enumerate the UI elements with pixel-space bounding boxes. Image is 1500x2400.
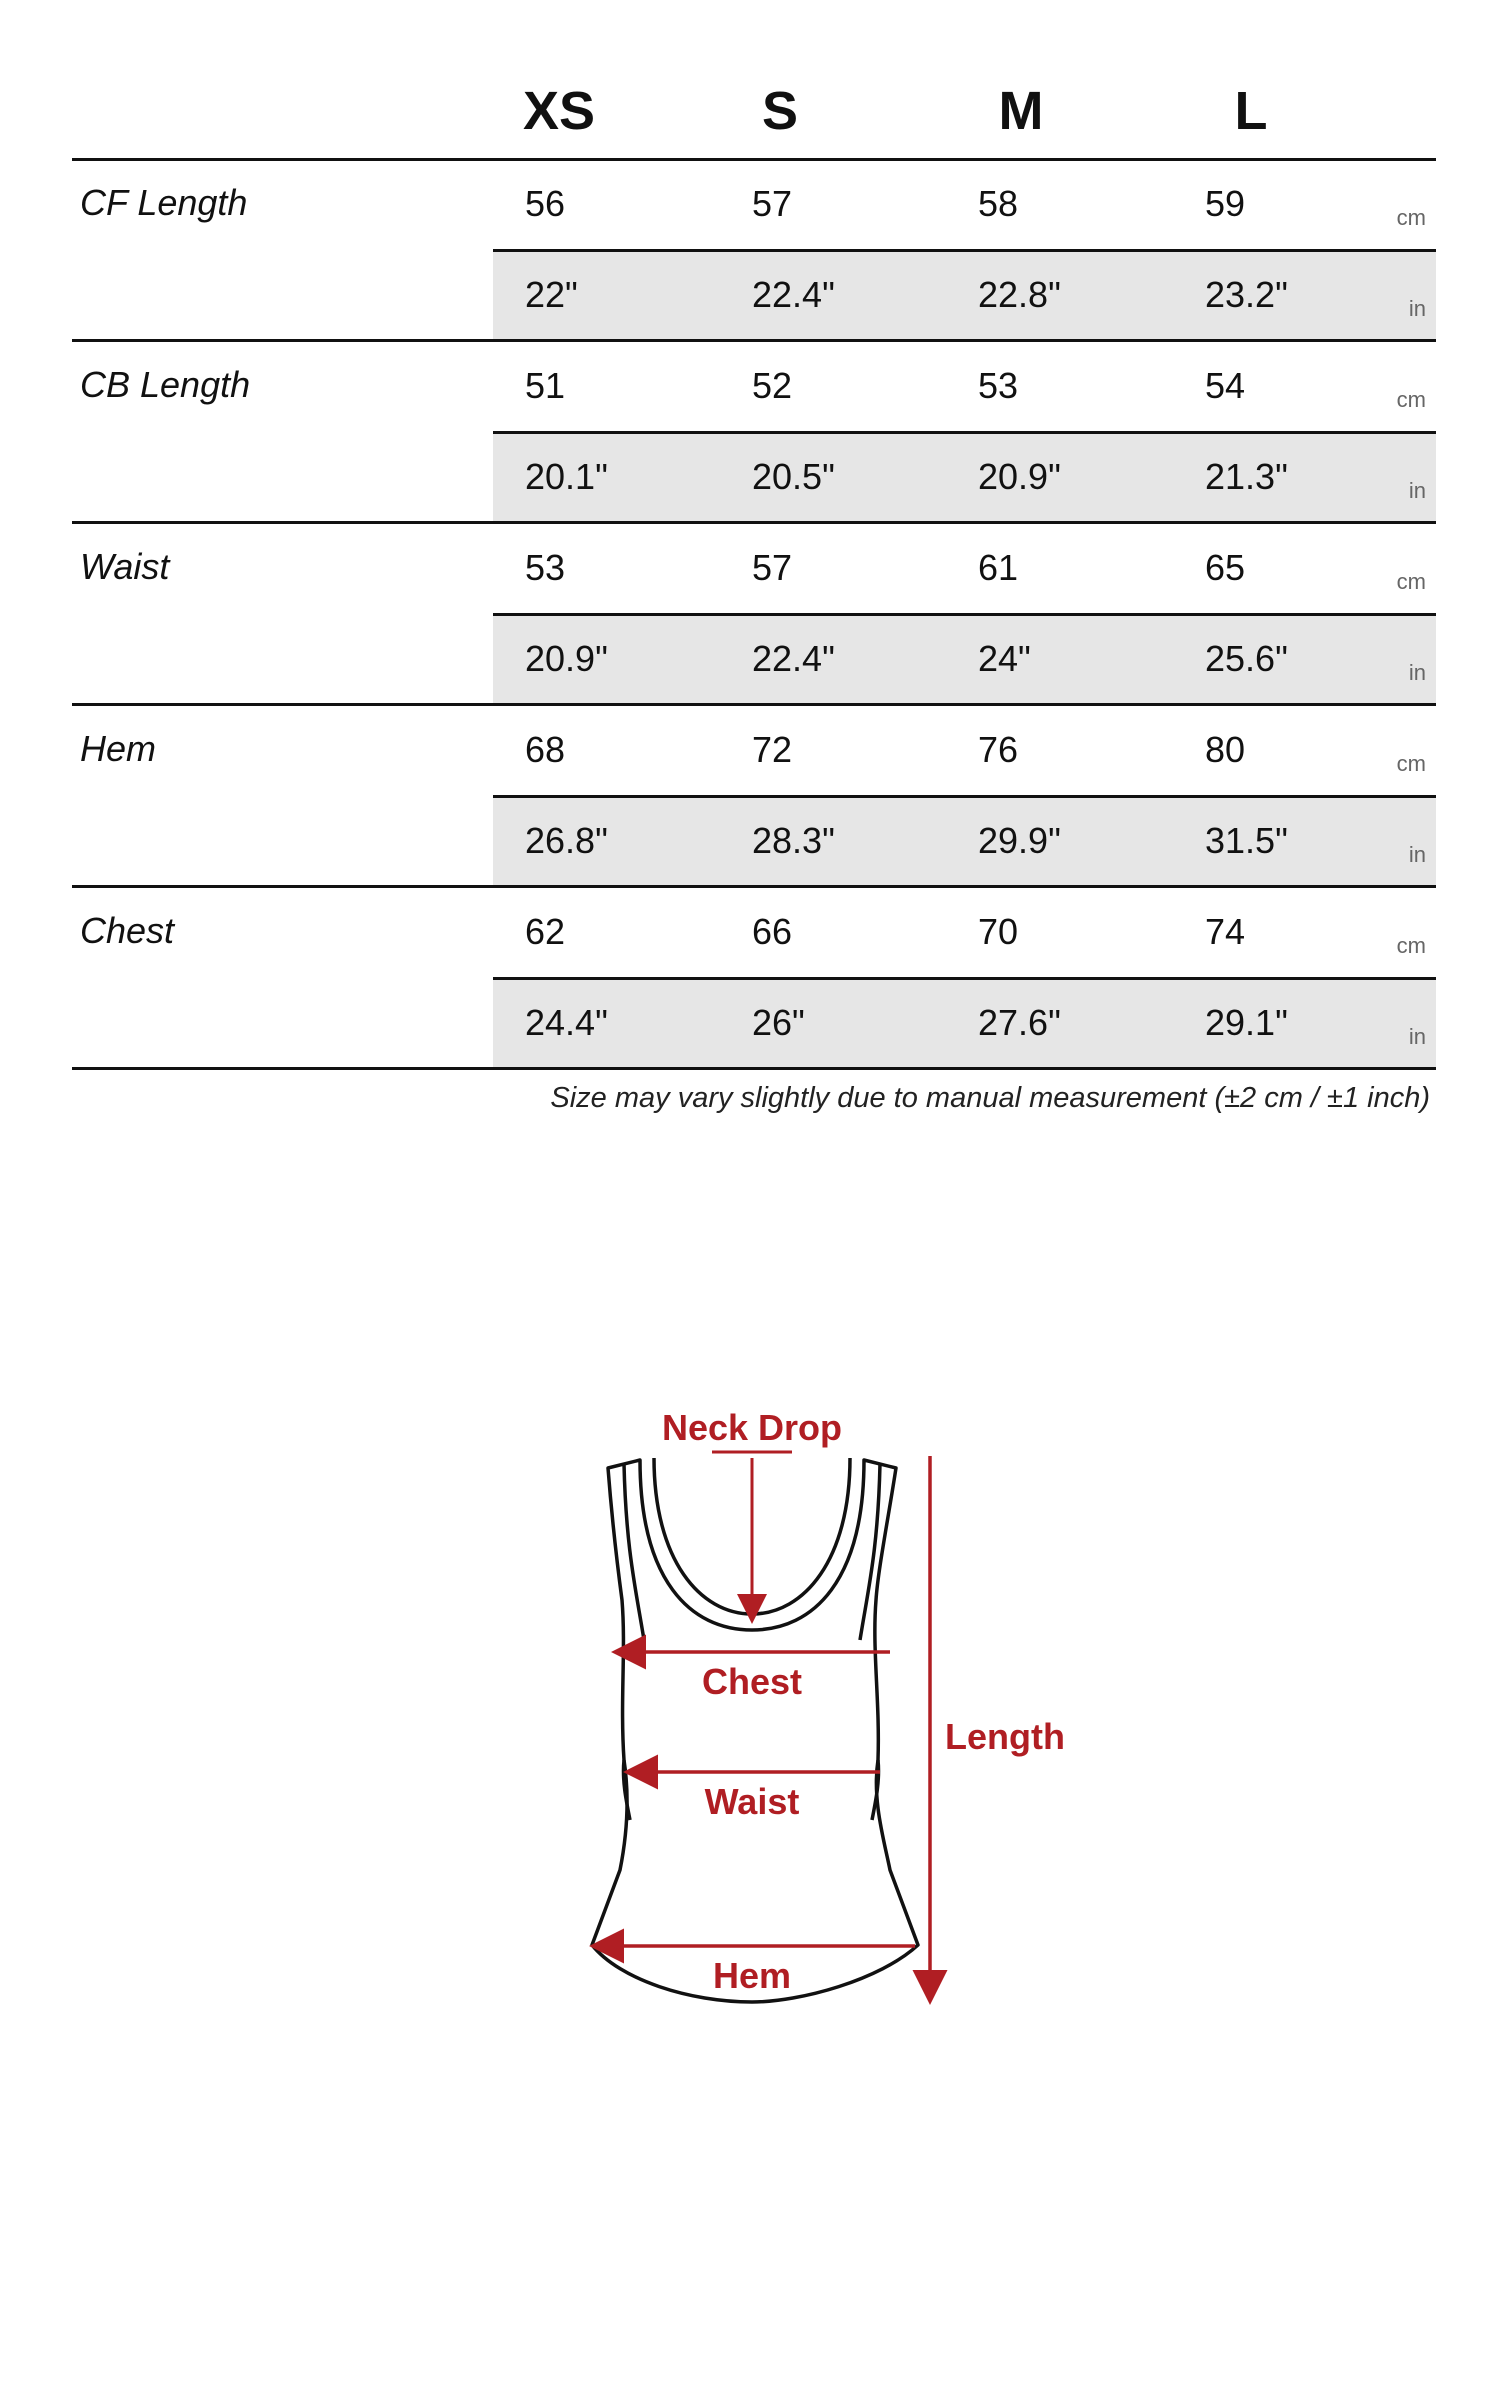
row-label-cb-length: CB Length [80,364,251,405]
row-label-waist: Waist [80,546,170,587]
hem-xs-cm: 68 [525,729,566,770]
waist-l-in: 25.6" [1205,638,1288,679]
row-label-cf-length: CF Length [80,182,248,223]
unit-in-label: in [1408,296,1426,321]
cf-length-s-cm: 57 [752,183,793,224]
row-divider [72,885,1436,888]
row-divider [72,703,1436,706]
cb-length-s-in: 20.5" [752,456,835,497]
row-divider [72,521,1436,524]
waist-m-in: 24" [978,638,1031,679]
unit-in-label: in [1408,478,1426,503]
row-label-chest: Chest [80,910,175,951]
unit-in-label: in [1408,842,1426,867]
unit-cm-label: cm [1396,569,1426,594]
cf-length-xs-cm: 56 [525,183,566,224]
unit-cm-label: cm [1396,205,1426,230]
inch-row-background [493,980,1436,1067]
cf-length-l-in: 23.2" [1205,274,1288,315]
cb-length-m-in: 20.9" [978,456,1061,497]
cb-length-l-in: 21.3" [1205,456,1288,497]
inch-row-background [493,616,1436,703]
row-label-hem: Hem [80,728,157,769]
neck-drop-label: Neck Drop [661,1407,843,1448]
size-header-m: M [998,81,1044,141]
chest-xs-cm: 62 [525,911,566,952]
measurement-note: Size may vary slightly due to manual measurement (±2 cm / ±1 inch) [550,1082,1430,1114]
size-header-l: L [1234,81,1268,141]
cf-length-m-in: 22.8" [978,274,1061,315]
table-bottom-border [72,1067,1436,1070]
cb-length-l-cm: 54 [1205,365,1246,406]
inch-row-background [493,434,1436,521]
unit-cm-label: cm [1396,387,1426,412]
unit-in-label: in [1408,660,1426,685]
tank-top-outline [592,1458,918,2002]
header-divider [72,158,1436,161]
tank-top-measurement-diagram [0,1400,1500,2050]
waist-xs-in: 20.9" [525,638,608,679]
chest-l-in: 29.1" [1205,1002,1288,1043]
waist-m-cm: 61 [978,547,1019,588]
chest-m-in: 27.6" [978,1002,1061,1043]
row-divider [72,339,1436,342]
waist-label: Waist [704,1781,800,1822]
hem-m-in: 29.9" [978,820,1061,861]
unit-in-label: in [1408,1024,1426,1049]
cb-length-xs-in: 20.1" [525,456,608,497]
cf-length-xs-in: 22" [525,274,578,315]
hem-xs-in: 26.8" [525,820,608,861]
unit-cm-label: cm [1396,751,1426,776]
chest-s-cm: 66 [752,911,793,952]
inch-row-background [493,252,1436,339]
cb-length-xs-cm: 51 [525,365,566,406]
hem-s-cm: 72 [752,729,793,770]
chest-xs-in: 24.4" [525,1002,608,1043]
chest-m-cm: 70 [978,911,1019,952]
unit-cm-label: cm [1396,933,1426,958]
chest-l-cm: 74 [1205,911,1246,952]
hem-l-cm: 80 [1205,729,1246,770]
chest-s-in: 26" [752,1002,805,1043]
waist-s-cm: 57 [752,547,793,588]
hem-s-in: 28.3" [752,820,835,861]
size-header-s: S [761,81,799,141]
inch-row-background [493,798,1436,885]
cf-length-m-cm: 58 [978,183,1019,224]
cb-length-m-cm: 53 [978,365,1019,406]
hem-l-in: 31.5" [1205,820,1288,861]
waist-l-cm: 65 [1205,547,1246,588]
cf-length-s-in: 22.4" [752,274,835,315]
waist-s-in: 22.4" [752,638,835,679]
chest-label: Chest [701,1661,803,1702]
length-label: Length [945,1716,1065,1757]
cf-length-l-cm: 59 [1205,183,1246,224]
hem-label: Hem [712,1955,792,1996]
size-header-xs: XS [522,81,596,141]
hem-m-cm: 76 [978,729,1019,770]
waist-xs-cm: 53 [525,547,566,588]
cb-length-s-cm: 52 [752,365,793,406]
